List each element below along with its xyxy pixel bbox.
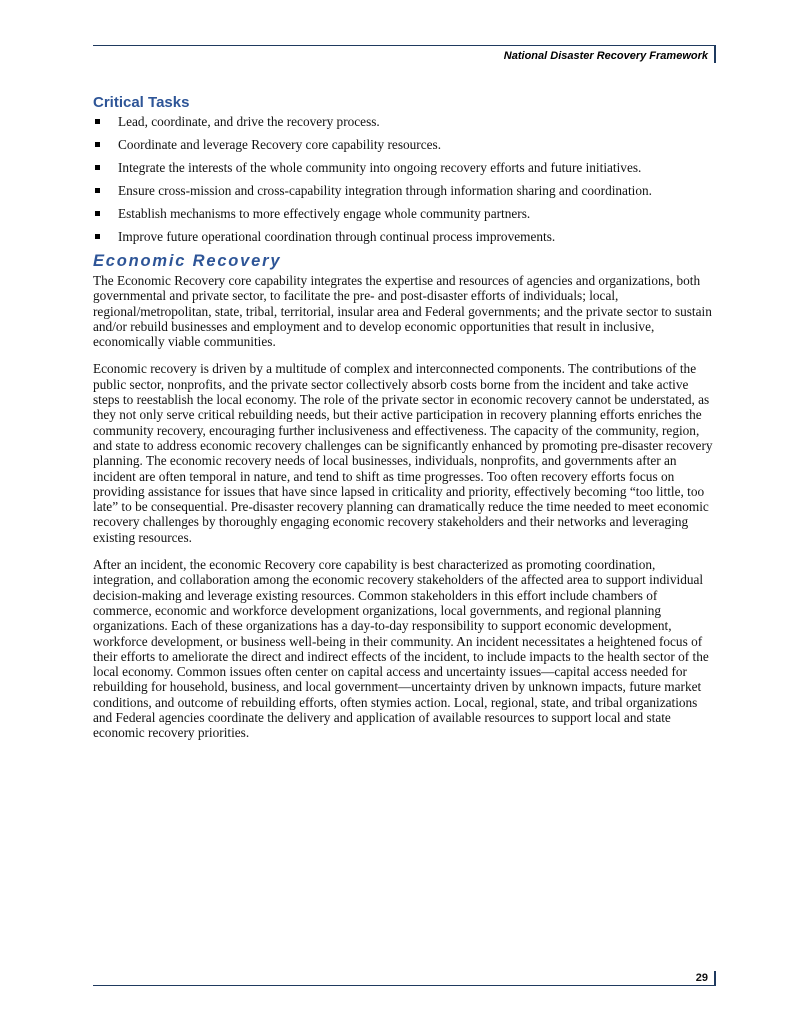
task-text: Improve future operational coordination through continual process improvements. <box>118 229 556 244</box>
list-item <box>93 160 713 175</box>
critical-tasks-list <box>93 114 713 244</box>
task-text: Ensure cross-mission and cross-capability integration through information sharing and coordination. <box>118 183 652 198</box>
square-bullet-icon <box>95 211 100 216</box>
running-header-title: National Disaster Recovery Framework <box>503 50 708 62</box>
list-item <box>93 229 713 244</box>
body-paragraph: After an incident, the economic Recovery core capability is best characterized as promoting coordination, integration, and collaboration among the economic recovery stakeholders of the affected area to support individual decision-making and leverage existing resources. Common stakeholders in this effort include chambers of commerce, economic and workforce development organizations, local governments, and regional planning organizations. Each of these organizations has a day-to-day responsibility to support economic development, workforce development, or business well-being in their community. An incident necessitates a heightened focus of their efforts to ameliorate the direct and indirect effects of the incident, to include impacts to the health sector of the local economy. Common issues often center on capital access and uncertainty issues—capital access needed for rebuilding for household, business, and local government—uncertainty driven by unknown impacts, future market conditions, and outcome of rebuilding efforts, often stymies action. Local, regional, state, and tribal organizations and Federal agencies coordinate the delivery and application of available resources to support local and state economic recovery priorities. <box>93 557 709 741</box>
page-content <box>93 94 713 753</box>
square-bullet-icon <box>95 142 100 147</box>
footer-tick <box>714 971 716 986</box>
list-item <box>93 183 713 198</box>
page-number: 29 <box>695 972 708 984</box>
square-bullet-icon <box>95 234 100 239</box>
header-tick <box>714 45 716 63</box>
square-bullet-icon <box>95 188 100 193</box>
list-item <box>93 206 713 221</box>
header-rule <box>93 45 715 46</box>
task-text: Integrate the interests of the whole community into ongoing recovery efforts and future initiatives. <box>118 160 642 175</box>
economic-recovery-heading: Economic Recovery <box>93 252 282 270</box>
body-paragraph: Economic recovery is driven by a multitude of complex and interconnected components. The contributions of the public sector, nonprofits, and the private sector collectively absorb costs borne from the incident and take active steps to reestablish the local economy. The role of the private sector in economic recovery cannot be understated, as they not only serve critical rebuilding needs, but their active participation in recovery planning efforts enriches the community recovery, encouraging further inclusiveness and effectiveness. The capacity of the community, region, and state to address economic recovery challenges can be significantly enhanced by promoting pre-disaster recovery planning. The economic recovery needs of local businesses, individuals, nonprofits, and governments after an incident are often temporal in nature, and tend to shift as time progresses. Too often recovery efforts focus on providing assistance for issues that have since lapsed in criticality and priority, effectively becoming “too little, too late” to be consequential. Pre-disaster recovery planning can dramatically reduce the time needed to meet economic recovery challenges by thoroughly engaging economic recovery stakeholders and their networks and leveraging existing resources. <box>93 361 713 545</box>
critical-tasks-heading: Critical Tasks <box>93 94 190 111</box>
body-paragraph: The Economic Recovery core capability integrates the expertise and resources of agencies and organizations, both governmental and private sector, to facilitate the pre- and post-disaster efforts of individuals; local, regional/metropolitan, state, tribal, territorial, insular area and Federal governments; and the private sector to sustain and/or rebuild businesses and employment and to develop economic opportunities that result in inclusive, economically viable communities. <box>93 273 712 350</box>
square-bullet-icon <box>95 165 100 170</box>
list-item <box>93 137 713 152</box>
list-item <box>93 114 713 129</box>
task-text: Lead, coordinate, and drive the recovery process. <box>118 114 380 129</box>
task-text: Establish mechanisms to more effectively engage whole community partners. <box>118 206 531 221</box>
footer-rule <box>93 985 715 986</box>
square-bullet-icon <box>95 119 100 124</box>
task-text: Coordinate and leverage Recovery core capability resources. <box>118 137 442 152</box>
